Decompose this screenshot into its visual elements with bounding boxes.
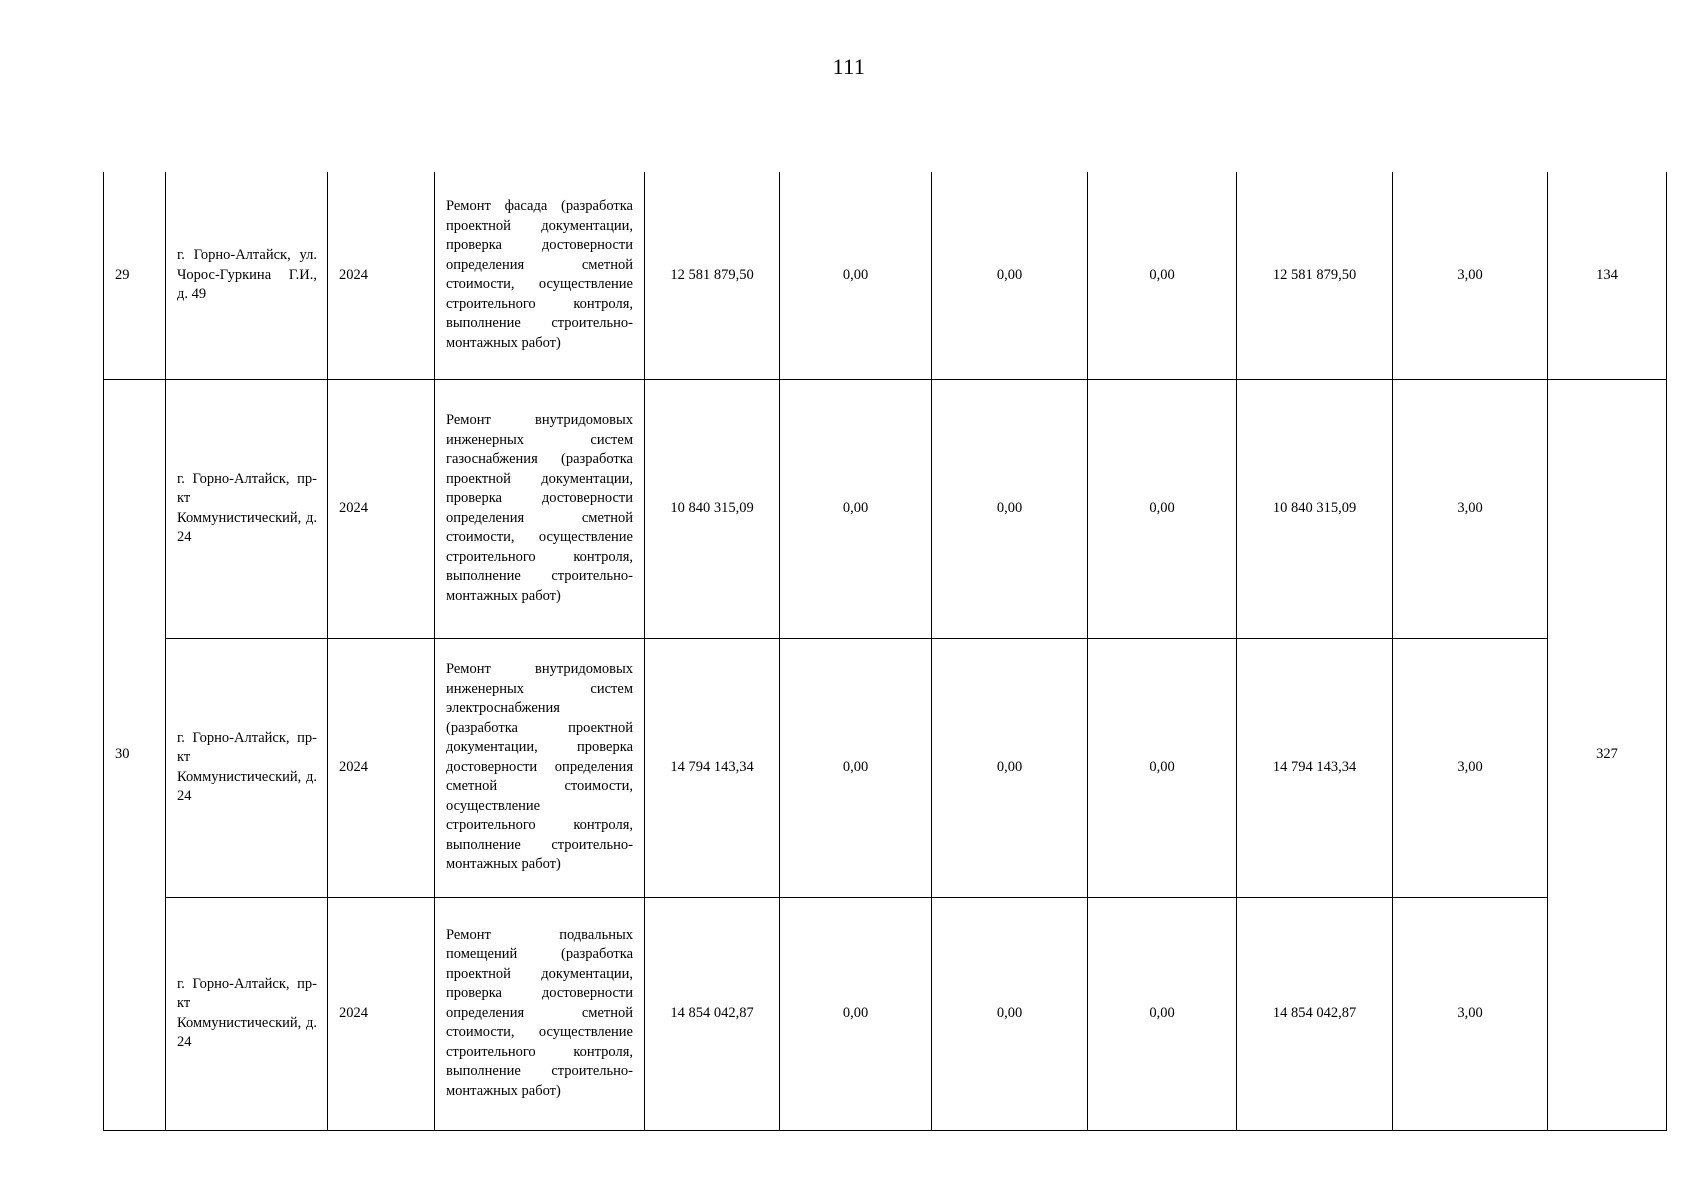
table-row — [104, 172, 1667, 379]
amount-cell: 0,00 — [780, 379, 932, 638]
amount-cell: 0,00 — [780, 897, 932, 1130]
amount-cell: 0,00 — [932, 379, 1088, 638]
works-table — [103, 172, 1667, 1131]
row-number: 30 — [104, 379, 166, 1130]
group-value-cell: 134 — [1548, 172, 1667, 379]
year-cell: 2024 — [328, 379, 435, 638]
amount-cell: 0,00 — [780, 172, 932, 379]
rate-cell: 3,00 — [1393, 897, 1548, 1130]
amount-cell: 0,00 — [932, 638, 1088, 897]
rate-cell: 3,00 — [1393, 172, 1548, 379]
work-description-cell: Ремонт внутридомовых инженерных систем газоснабжения (разработка проектной документации, проверка достоверности определения сметной стоимости, осуществление строительного контроля, выполнение строительно-монтажных работ) — [435, 379, 645, 638]
table-row — [104, 638, 1667, 897]
work-description-cell: Ремонт фасада (разработка проектной документации, проверка достоверности определения сметной стоимости, осуществление строительного контроля, выполнение строительно-монтажных работ) — [435, 172, 645, 379]
amount-cell: 0,00 — [932, 172, 1088, 379]
group-value-cell: 327 — [1548, 379, 1667, 1130]
page-number: 111 — [832, 54, 866, 79]
table-row — [104, 379, 1667, 638]
address-cell: г. Горно-Алтайск, пр-кт Коммунистический, д. 24 — [166, 897, 328, 1130]
table-row — [104, 897, 1667, 1130]
rate-cell: 3,00 — [1393, 638, 1548, 897]
year-cell: 2024 — [328, 638, 435, 897]
address-cell: г. Горно-Алтайск, ул. Чорос-Гуркина Г.И., д. 49 — [166, 172, 328, 379]
fund-amount-cell: 10 840 315,09 — [1237, 379, 1393, 638]
total-cost-cell: 14 854 042,87 — [645, 897, 780, 1130]
amount-cell: 0,00 — [1088, 638, 1237, 897]
fund-amount-cell: 14 794 143,34 — [1237, 638, 1393, 897]
rate-cell: 3,00 — [1393, 379, 1548, 638]
fund-amount-cell: 14 854 042,87 — [1237, 897, 1393, 1130]
amount-cell: 0,00 — [1088, 172, 1237, 379]
total-cost-cell: 14 794 143,34 — [645, 638, 780, 897]
row-number: 29 — [104, 172, 166, 379]
work-description-cell: Ремонт внутридомовых инженерных систем электроснабжения (разработка проектной документации, проверка достоверности определения сметной стоимости, осуществление строительного контроля, выполнение строительно-монтажных работ) — [435, 638, 645, 897]
amount-cell: 0,00 — [1088, 379, 1237, 638]
amount-cell: 0,00 — [1088, 897, 1237, 1130]
amount-cell: 0,00 — [780, 638, 932, 897]
total-cost-cell: 10 840 315,09 — [645, 379, 780, 638]
address-cell: г. Горно-Алтайск, пр-кт Коммунистический, д. 24 — [166, 638, 328, 897]
address-cell: г. Горно-Алтайск, пр-кт Коммунистический, д. 24 — [166, 379, 328, 638]
fund-amount-cell: 12 581 879,50 — [1237, 172, 1393, 379]
work-description-cell: Ремонт подвальных помещений (разработка проектной документации, проверка достоверности определения сметной стоимости, осуществление строительного контроля, выполнение строительно-монтажных работ) — [435, 897, 645, 1130]
year-cell: 2024 — [328, 172, 435, 379]
total-cost-cell: 12 581 879,50 — [645, 172, 780, 379]
year-cell: 2024 — [328, 897, 435, 1130]
amount-cell: 0,00 — [932, 897, 1088, 1130]
